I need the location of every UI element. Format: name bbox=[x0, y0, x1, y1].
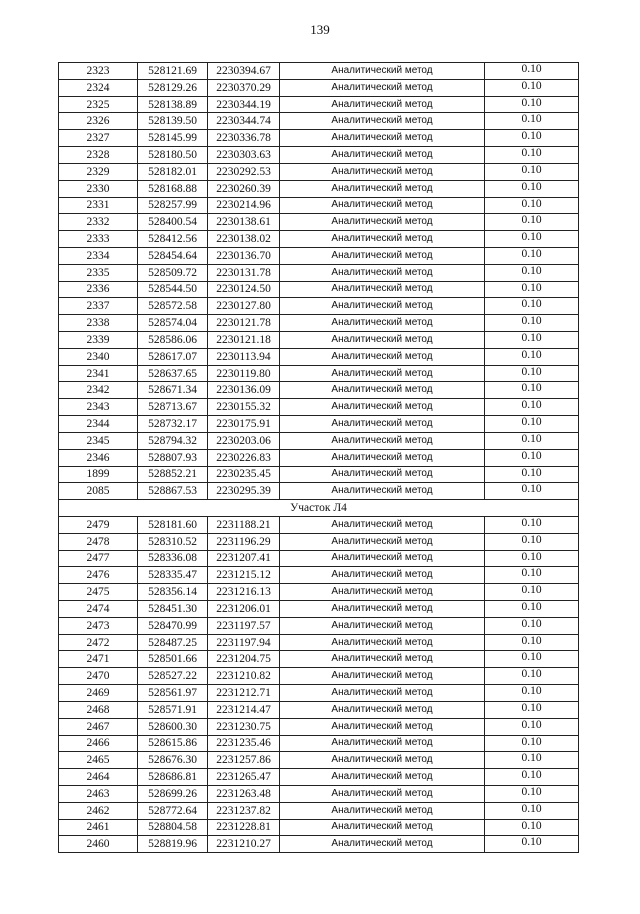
point-number-cell: 2462 bbox=[59, 802, 138, 819]
x-coordinate-cell: 528819.96 bbox=[138, 836, 208, 853]
table-row bbox=[59, 735, 579, 752]
method-cell: Аналитический метод bbox=[280, 180, 485, 197]
y-coordinate-cell: 2230292.53 bbox=[208, 163, 280, 180]
accuracy-cell: 0.10 bbox=[485, 298, 579, 315]
x-coordinate-cell: 528615.86 bbox=[138, 735, 208, 752]
method-cell: Аналитический метод bbox=[280, 113, 485, 130]
y-coordinate-cell: 2230344.74 bbox=[208, 113, 280, 130]
x-coordinate-cell: 528470.99 bbox=[138, 617, 208, 634]
point-number-cell: 2335 bbox=[59, 264, 138, 281]
coordinates-table bbox=[58, 62, 579, 853]
accuracy-cell: 0.10 bbox=[485, 785, 579, 802]
x-coordinate-cell: 528732.17 bbox=[138, 416, 208, 433]
method-cell: Аналитический метод bbox=[280, 63, 485, 80]
point-number-cell: 2468 bbox=[59, 701, 138, 718]
table-row bbox=[59, 197, 579, 214]
point-number-cell: 2328 bbox=[59, 147, 138, 164]
coordinates-table-container bbox=[58, 62, 578, 853]
accuracy-cell: 0.10 bbox=[485, 617, 579, 634]
accuracy-cell: 0.10 bbox=[485, 264, 579, 281]
y-coordinate-cell: 2231188.21 bbox=[208, 516, 280, 533]
accuracy-cell: 0.10 bbox=[485, 735, 579, 752]
point-number-cell: 2479 bbox=[59, 516, 138, 533]
table-row bbox=[59, 819, 579, 836]
x-coordinate-cell: 528509.72 bbox=[138, 264, 208, 281]
y-coordinate-cell: 2231210.82 bbox=[208, 668, 280, 685]
method-cell: Аналитический метод bbox=[280, 735, 485, 752]
table-row bbox=[59, 113, 579, 130]
point-number-cell: 2324 bbox=[59, 79, 138, 96]
x-coordinate-cell: 528617.07 bbox=[138, 348, 208, 365]
y-coordinate-cell: 2231230.75 bbox=[208, 718, 280, 735]
table-row bbox=[59, 550, 579, 567]
x-coordinate-cell: 528586.06 bbox=[138, 332, 208, 349]
accuracy-cell: 0.10 bbox=[485, 79, 579, 96]
x-coordinate-cell: 528487.25 bbox=[138, 634, 208, 651]
y-coordinate-cell: 2230127.80 bbox=[208, 298, 280, 315]
table-row bbox=[59, 399, 579, 416]
accuracy-cell: 0.10 bbox=[485, 550, 579, 567]
accuracy-cell: 0.10 bbox=[485, 399, 579, 416]
accuracy-cell: 0.10 bbox=[485, 466, 579, 483]
x-coordinate-cell: 528772.64 bbox=[138, 802, 208, 819]
y-coordinate-cell: 2230121.18 bbox=[208, 332, 280, 349]
y-coordinate-cell: 2231216.13 bbox=[208, 584, 280, 601]
accuracy-cell: 0.10 bbox=[485, 231, 579, 248]
y-coordinate-cell: 2230136.70 bbox=[208, 247, 280, 264]
point-number-cell: 2475 bbox=[59, 584, 138, 601]
table-row bbox=[59, 432, 579, 449]
y-coordinate-cell: 2230138.61 bbox=[208, 214, 280, 231]
method-cell: Аналитический метод bbox=[280, 483, 485, 500]
accuracy-cell: 0.10 bbox=[485, 769, 579, 786]
table-row bbox=[59, 332, 579, 349]
method-cell: Аналитический метод bbox=[280, 516, 485, 533]
table-row bbox=[59, 147, 579, 164]
x-coordinate-cell: 528180.50 bbox=[138, 147, 208, 164]
x-coordinate-cell: 528686.81 bbox=[138, 769, 208, 786]
y-coordinate-cell: 2230260.39 bbox=[208, 180, 280, 197]
method-cell: Аналитический метод bbox=[280, 130, 485, 147]
x-coordinate-cell: 528699.26 bbox=[138, 785, 208, 802]
point-number-cell: 2345 bbox=[59, 432, 138, 449]
y-coordinate-cell: 2231235.46 bbox=[208, 735, 280, 752]
accuracy-cell: 0.10 bbox=[485, 634, 579, 651]
point-number-cell: 2326 bbox=[59, 113, 138, 130]
point-number-cell: 2346 bbox=[59, 449, 138, 466]
table-row bbox=[59, 634, 579, 651]
method-cell: Аналитический метод bbox=[280, 634, 485, 651]
x-coordinate-cell: 528571.91 bbox=[138, 701, 208, 718]
table-row bbox=[59, 382, 579, 399]
accuracy-cell: 0.10 bbox=[485, 432, 579, 449]
point-number-cell: 2477 bbox=[59, 550, 138, 567]
x-coordinate-cell: 528637.65 bbox=[138, 365, 208, 382]
method-cell: Аналитический метод bbox=[280, 382, 485, 399]
point-number-cell: 2466 bbox=[59, 735, 138, 752]
method-cell: Аналитический метод bbox=[280, 214, 485, 231]
method-cell: Аналитический метод bbox=[280, 264, 485, 281]
method-cell: Аналитический метод bbox=[280, 819, 485, 836]
point-number-cell: 2342 bbox=[59, 382, 138, 399]
point-number-cell: 2334 bbox=[59, 247, 138, 264]
point-number-cell: 2460 bbox=[59, 836, 138, 853]
accuracy-cell: 0.10 bbox=[485, 332, 579, 349]
table-row bbox=[59, 315, 579, 332]
y-coordinate-cell: 2231228.81 bbox=[208, 819, 280, 836]
method-cell: Аналитический метод bbox=[280, 718, 485, 735]
accuracy-cell: 0.10 bbox=[485, 802, 579, 819]
method-cell: Аналитический метод bbox=[280, 449, 485, 466]
accuracy-cell: 0.10 bbox=[485, 197, 579, 214]
method-cell: Аналитический метод bbox=[280, 231, 485, 248]
y-coordinate-cell: 2230155.32 bbox=[208, 399, 280, 416]
table-row bbox=[59, 701, 579, 718]
y-coordinate-cell: 2231215.12 bbox=[208, 567, 280, 584]
x-coordinate-cell: 528804.58 bbox=[138, 819, 208, 836]
point-number-cell: 2341 bbox=[59, 365, 138, 382]
point-number-cell: 2338 bbox=[59, 315, 138, 332]
x-coordinate-cell: 528544.50 bbox=[138, 281, 208, 298]
point-number-cell: 2337 bbox=[59, 298, 138, 315]
point-number-cell: 2463 bbox=[59, 785, 138, 802]
x-coordinate-cell: 528852.21 bbox=[138, 466, 208, 483]
point-number-cell: 2472 bbox=[59, 634, 138, 651]
y-coordinate-cell: 2230203.06 bbox=[208, 432, 280, 449]
x-coordinate-cell: 528676.30 bbox=[138, 752, 208, 769]
accuracy-cell: 0.10 bbox=[485, 651, 579, 668]
section-title: Участок Л4 bbox=[59, 500, 579, 517]
table-row bbox=[59, 416, 579, 433]
x-coordinate-cell: 528527.22 bbox=[138, 668, 208, 685]
x-coordinate-cell: 528182.01 bbox=[138, 163, 208, 180]
method-cell: Аналитический метод bbox=[280, 79, 485, 96]
y-coordinate-cell: 2230131.78 bbox=[208, 264, 280, 281]
y-coordinate-cell: 2231214.47 bbox=[208, 701, 280, 718]
x-coordinate-cell: 528451.30 bbox=[138, 601, 208, 618]
y-coordinate-cell: 2230295.39 bbox=[208, 483, 280, 500]
table-row bbox=[59, 96, 579, 113]
accuracy-cell: 0.10 bbox=[485, 382, 579, 399]
accuracy-cell: 0.10 bbox=[485, 247, 579, 264]
x-coordinate-cell: 528129.26 bbox=[138, 79, 208, 96]
method-cell: Аналитический метод bbox=[280, 601, 485, 618]
x-coordinate-cell: 528356.14 bbox=[138, 584, 208, 601]
y-coordinate-cell: 2230226.83 bbox=[208, 449, 280, 466]
point-number-cell: 2471 bbox=[59, 651, 138, 668]
x-coordinate-cell: 528572.58 bbox=[138, 298, 208, 315]
table-body-part-1 bbox=[59, 63, 579, 500]
method-cell: Аналитический метод bbox=[280, 533, 485, 550]
point-number-cell: 2331 bbox=[59, 197, 138, 214]
table-row bbox=[59, 180, 579, 197]
point-number-cell: 2332 bbox=[59, 214, 138, 231]
x-coordinate-cell: 528335.47 bbox=[138, 567, 208, 584]
table-row bbox=[59, 752, 579, 769]
table-row bbox=[59, 231, 579, 248]
table-row bbox=[59, 348, 579, 365]
method-cell: Аналитический метод bbox=[280, 752, 485, 769]
y-coordinate-cell: 2230136.09 bbox=[208, 382, 280, 399]
point-number-cell: 2470 bbox=[59, 668, 138, 685]
accuracy-cell: 0.10 bbox=[485, 601, 579, 618]
section-header-body bbox=[59, 500, 579, 517]
point-number-cell: 2469 bbox=[59, 685, 138, 702]
x-coordinate-cell: 528181.60 bbox=[138, 516, 208, 533]
table-row bbox=[59, 247, 579, 264]
accuracy-cell: 0.10 bbox=[485, 63, 579, 80]
x-coordinate-cell: 528138.89 bbox=[138, 96, 208, 113]
y-coordinate-cell: 2231197.57 bbox=[208, 617, 280, 634]
y-coordinate-cell: 2230303.63 bbox=[208, 147, 280, 164]
x-coordinate-cell: 528168.88 bbox=[138, 180, 208, 197]
point-number-cell: 2476 bbox=[59, 567, 138, 584]
y-coordinate-cell: 2230113.94 bbox=[208, 348, 280, 365]
x-coordinate-cell: 528257.99 bbox=[138, 197, 208, 214]
y-coordinate-cell: 2230121.78 bbox=[208, 315, 280, 332]
accuracy-cell: 0.10 bbox=[485, 113, 579, 130]
accuracy-cell: 0.10 bbox=[485, 819, 579, 836]
accuracy-cell: 0.10 bbox=[485, 449, 579, 466]
x-coordinate-cell: 528713.67 bbox=[138, 399, 208, 416]
x-coordinate-cell: 528561.97 bbox=[138, 685, 208, 702]
method-cell: Аналитический метод bbox=[280, 701, 485, 718]
accuracy-cell: 0.10 bbox=[485, 348, 579, 365]
accuracy-cell: 0.10 bbox=[485, 365, 579, 382]
method-cell: Аналитический метод bbox=[280, 416, 485, 433]
point-number-cell: 2474 bbox=[59, 601, 138, 618]
point-number-cell: 2344 bbox=[59, 416, 138, 433]
method-cell: Аналитический метод bbox=[280, 147, 485, 164]
y-coordinate-cell: 2231212.71 bbox=[208, 685, 280, 702]
x-coordinate-cell: 528574.04 bbox=[138, 315, 208, 332]
method-cell: Аналитический метод bbox=[280, 466, 485, 483]
method-cell: Аналитический метод bbox=[280, 348, 485, 365]
accuracy-cell: 0.10 bbox=[485, 416, 579, 433]
point-number-cell: 2323 bbox=[59, 63, 138, 80]
x-coordinate-cell: 528310.52 bbox=[138, 533, 208, 550]
table-row bbox=[59, 601, 579, 618]
method-cell: Аналитический метод bbox=[280, 668, 485, 685]
x-coordinate-cell: 528794.32 bbox=[138, 432, 208, 449]
accuracy-cell: 0.10 bbox=[485, 96, 579, 113]
x-coordinate-cell: 528139.50 bbox=[138, 113, 208, 130]
table-row bbox=[59, 584, 579, 601]
point-number-cell: 2336 bbox=[59, 281, 138, 298]
accuracy-cell: 0.10 bbox=[485, 836, 579, 853]
accuracy-cell: 0.10 bbox=[485, 584, 579, 601]
method-cell: Аналитический метод bbox=[280, 315, 485, 332]
section-row bbox=[59, 500, 579, 517]
table-row bbox=[59, 483, 579, 500]
y-coordinate-cell: 2230119.80 bbox=[208, 365, 280, 382]
accuracy-cell: 0.10 bbox=[485, 718, 579, 735]
point-number-cell: 2330 bbox=[59, 180, 138, 197]
accuracy-cell: 0.10 bbox=[485, 281, 579, 298]
y-coordinate-cell: 2230138.02 bbox=[208, 231, 280, 248]
x-coordinate-cell: 528454.64 bbox=[138, 247, 208, 264]
table-row bbox=[59, 130, 579, 147]
table-row bbox=[59, 449, 579, 466]
method-cell: Аналитический метод bbox=[280, 281, 485, 298]
table-row bbox=[59, 281, 579, 298]
method-cell: Аналитический метод bbox=[280, 247, 485, 264]
method-cell: Аналитический метод bbox=[280, 197, 485, 214]
point-number-cell: 2327 bbox=[59, 130, 138, 147]
point-number-cell: 2340 bbox=[59, 348, 138, 365]
table-row bbox=[59, 685, 579, 702]
y-coordinate-cell: 2231263.48 bbox=[208, 785, 280, 802]
accuracy-cell: 0.10 bbox=[485, 567, 579, 584]
table-row bbox=[59, 802, 579, 819]
method-cell: Аналитический метод bbox=[280, 567, 485, 584]
method-cell: Аналитический метод bbox=[280, 785, 485, 802]
y-coordinate-cell: 2230336.78 bbox=[208, 130, 280, 147]
table-row bbox=[59, 567, 579, 584]
y-coordinate-cell: 2230214.96 bbox=[208, 197, 280, 214]
x-coordinate-cell: 528145.99 bbox=[138, 130, 208, 147]
x-coordinate-cell: 528671.34 bbox=[138, 382, 208, 399]
point-number-cell: 2465 bbox=[59, 752, 138, 769]
table-row bbox=[59, 718, 579, 735]
table-row bbox=[59, 214, 579, 231]
y-coordinate-cell: 2231204.75 bbox=[208, 651, 280, 668]
accuracy-cell: 0.10 bbox=[485, 685, 579, 702]
method-cell: Аналитический метод bbox=[280, 399, 485, 416]
page-number: 139 bbox=[310, 22, 330, 37]
y-coordinate-cell: 2231265.47 bbox=[208, 769, 280, 786]
x-coordinate-cell: 528121.69 bbox=[138, 63, 208, 80]
accuracy-cell: 0.10 bbox=[485, 752, 579, 769]
accuracy-cell: 0.10 bbox=[485, 147, 579, 164]
accuracy-cell: 0.10 bbox=[485, 130, 579, 147]
y-coordinate-cell: 2230344.19 bbox=[208, 96, 280, 113]
table-row bbox=[59, 79, 579, 96]
x-coordinate-cell: 528600.30 bbox=[138, 718, 208, 735]
table-row bbox=[59, 516, 579, 533]
point-number-cell: 2343 bbox=[59, 399, 138, 416]
method-cell: Аналитический метод bbox=[280, 685, 485, 702]
accuracy-cell: 0.10 bbox=[485, 163, 579, 180]
y-coordinate-cell: 2231206.01 bbox=[208, 601, 280, 618]
y-coordinate-cell: 2231237.82 bbox=[208, 802, 280, 819]
point-number-cell: 2478 bbox=[59, 533, 138, 550]
table-row bbox=[59, 785, 579, 802]
accuracy-cell: 0.10 bbox=[485, 315, 579, 332]
point-number-cell: 2467 bbox=[59, 718, 138, 735]
table-row bbox=[59, 298, 579, 315]
y-coordinate-cell: 2231196.29 bbox=[208, 533, 280, 550]
table-row bbox=[59, 533, 579, 550]
point-number-cell: 2333 bbox=[59, 231, 138, 248]
y-coordinate-cell: 2230370.29 bbox=[208, 79, 280, 96]
table-row bbox=[59, 264, 579, 281]
method-cell: Аналитический метод bbox=[280, 163, 485, 180]
method-cell: Аналитический метод bbox=[280, 550, 485, 567]
x-coordinate-cell: 528400.54 bbox=[138, 214, 208, 231]
accuracy-cell: 0.10 bbox=[485, 483, 579, 500]
accuracy-cell: 0.10 bbox=[485, 668, 579, 685]
accuracy-cell: 0.10 bbox=[485, 214, 579, 231]
method-cell: Аналитический метод bbox=[280, 584, 485, 601]
method-cell: Аналитический метод bbox=[280, 332, 485, 349]
point-number-cell: 2461 bbox=[59, 819, 138, 836]
table-row bbox=[59, 63, 579, 80]
x-coordinate-cell: 528867.53 bbox=[138, 483, 208, 500]
x-coordinate-cell: 528807.93 bbox=[138, 449, 208, 466]
point-number-cell: 2329 bbox=[59, 163, 138, 180]
method-cell: Аналитический метод bbox=[280, 617, 485, 634]
table-row bbox=[59, 836, 579, 853]
table-row bbox=[59, 668, 579, 685]
method-cell: Аналитический метод bbox=[280, 769, 485, 786]
point-number-cell: 2085 bbox=[59, 483, 138, 500]
table-row bbox=[59, 163, 579, 180]
method-cell: Аналитический метод bbox=[280, 802, 485, 819]
table-row bbox=[59, 365, 579, 382]
method-cell: Аналитический метод bbox=[280, 651, 485, 668]
y-coordinate-cell: 2231197.94 bbox=[208, 634, 280, 651]
method-cell: Аналитический метод bbox=[280, 365, 485, 382]
point-number-cell: 1899 bbox=[59, 466, 138, 483]
point-number-cell: 2339 bbox=[59, 332, 138, 349]
y-coordinate-cell: 2230235.45 bbox=[208, 466, 280, 483]
table-row bbox=[59, 617, 579, 634]
point-number-cell: 2325 bbox=[59, 96, 138, 113]
table-row bbox=[59, 466, 579, 483]
accuracy-cell: 0.10 bbox=[485, 180, 579, 197]
y-coordinate-cell: 2230124.50 bbox=[208, 281, 280, 298]
accuracy-cell: 0.10 bbox=[485, 516, 579, 533]
method-cell: Аналитический метод bbox=[280, 298, 485, 315]
y-coordinate-cell: 2230394.67 bbox=[208, 63, 280, 80]
table-row bbox=[59, 651, 579, 668]
y-coordinate-cell: 2231207.41 bbox=[208, 550, 280, 567]
method-cell: Аналитический метод bbox=[280, 836, 485, 853]
y-coordinate-cell: 2231257.86 bbox=[208, 752, 280, 769]
y-coordinate-cell: 2230175.91 bbox=[208, 416, 280, 433]
table-row bbox=[59, 769, 579, 786]
y-coordinate-cell: 2231210.27 bbox=[208, 836, 280, 853]
table-body-part-2 bbox=[59, 516, 579, 852]
accuracy-cell: 0.10 bbox=[485, 701, 579, 718]
point-number-cell: 2473 bbox=[59, 617, 138, 634]
method-cell: Аналитический метод bbox=[280, 96, 485, 113]
x-coordinate-cell: 528336.08 bbox=[138, 550, 208, 567]
x-coordinate-cell: 528501.66 bbox=[138, 651, 208, 668]
x-coordinate-cell: 528412.56 bbox=[138, 231, 208, 248]
point-number-cell: 2464 bbox=[59, 769, 138, 786]
accuracy-cell: 0.10 bbox=[485, 533, 579, 550]
method-cell: Аналитический метод bbox=[280, 432, 485, 449]
